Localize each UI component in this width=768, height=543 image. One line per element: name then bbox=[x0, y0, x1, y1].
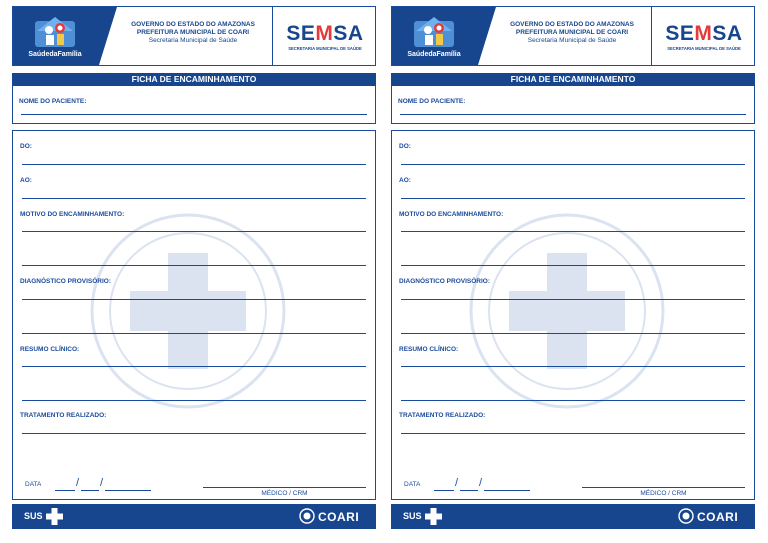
family-health-logo-text: SaúdedaFamília bbox=[407, 51, 461, 58]
form-title: FICHA DE ENCAMINHAMENTO bbox=[391, 73, 755, 86]
hospital-cross-watermark-icon bbox=[88, 211, 288, 411]
gov-secretariat: Secretaria Municipal de Saúde bbox=[148, 37, 238, 44]
from-label: DO: bbox=[399, 143, 411, 150]
clinical-summary-line-2[interactable] bbox=[22, 400, 366, 401]
from-line[interactable] bbox=[401, 164, 745, 165]
clinical-summary-line-1[interactable] bbox=[22, 366, 366, 367]
patient-name-label: NOME DO PACIENTE: bbox=[398, 98, 466, 105]
reason-label: MOTIVO DO ENCAMINHAMENTO: bbox=[20, 211, 125, 218]
date-separator: / bbox=[455, 477, 459, 489]
semsa-logo-pre: SE bbox=[286, 22, 316, 45]
form-footer bbox=[391, 504, 755, 529]
reason-line-1[interactable] bbox=[22, 231, 366, 232]
sus-logo-text: SUS bbox=[24, 511, 43, 521]
date-label: DATA bbox=[404, 481, 421, 488]
date-year-line[interactable] bbox=[105, 490, 151, 491]
clinical-summary-label: RESUMO CLÍNICO: bbox=[399, 346, 459, 353]
date-year-line[interactable] bbox=[484, 490, 530, 491]
referral-form-1 bbox=[12, 6, 376, 529]
diagnosis-line-2[interactable] bbox=[22, 333, 366, 334]
header-divider bbox=[651, 7, 652, 65]
to-label: AO: bbox=[399, 177, 411, 184]
header-divider bbox=[272, 7, 273, 65]
coari-seal-icon bbox=[299, 508, 315, 524]
semsa-logo-m: M bbox=[315, 22, 334, 45]
government-block bbox=[492, 21, 652, 45]
date-month-line[interactable] bbox=[81, 490, 99, 491]
diagnosis-line-1[interactable] bbox=[401, 299, 745, 300]
family-health-logo-icon bbox=[27, 13, 83, 49]
form-footer bbox=[12, 504, 376, 529]
patient-name-line[interactable] bbox=[400, 114, 746, 115]
coari-seal-icon bbox=[678, 508, 694, 524]
treatment-label: TRATAMENTO REALIZADO: bbox=[20, 412, 107, 419]
sus-cross-icon bbox=[46, 508, 63, 525]
gov-state: GOVERNO DO ESTADO DO AMAZONAS bbox=[131, 21, 255, 28]
date-separator: / bbox=[479, 477, 483, 489]
patient-name-line[interactable] bbox=[21, 114, 367, 115]
date-day-line[interactable] bbox=[55, 490, 75, 491]
date-separator: / bbox=[100, 477, 104, 489]
family-health-logo-icon bbox=[406, 13, 462, 49]
date-day-line[interactable] bbox=[434, 490, 454, 491]
to-label: AO: bbox=[20, 177, 32, 184]
sus-cross-icon bbox=[425, 508, 442, 525]
patient-section bbox=[391, 86, 755, 124]
hospital-cross-watermark-icon bbox=[467, 211, 667, 411]
date-separator: / bbox=[76, 477, 80, 489]
reason-line-1[interactable] bbox=[401, 231, 745, 232]
patient-section bbox=[12, 86, 376, 124]
sus-logo-text: SUS bbox=[403, 511, 422, 521]
to-line[interactable] bbox=[22, 198, 366, 199]
form-header bbox=[391, 6, 755, 66]
date-label: DATA bbox=[25, 481, 42, 488]
diagnosis-label: DIAGNÓSTICO PROVISÓRIO: bbox=[399, 278, 491, 285]
semsa-logo-pre: SE bbox=[665, 22, 695, 45]
reason-line-2[interactable] bbox=[401, 265, 745, 266]
form-body bbox=[391, 130, 755, 500]
referral-form-2 bbox=[391, 6, 755, 529]
coari-logo-text: COARI bbox=[318, 510, 360, 524]
form-body bbox=[12, 130, 376, 500]
semsa-logo-post: SA bbox=[333, 22, 364, 45]
gov-secretariat: Secretaria Municipal de Saúde bbox=[527, 37, 617, 44]
signature-line[interactable] bbox=[582, 487, 745, 488]
form-title: FICHA DE ENCAMINHAMENTO bbox=[12, 73, 376, 86]
signature-label: MÉDICO / CRM bbox=[261, 490, 308, 497]
clinical-summary-line-2[interactable] bbox=[401, 400, 745, 401]
diagnosis-line-1[interactable] bbox=[22, 299, 366, 300]
diagnosis-line-2[interactable] bbox=[401, 333, 745, 334]
diagnosis-label: DIAGNÓSTICO PROVISÓRIO: bbox=[20, 278, 112, 285]
gov-city: PREFEITURA MUNICIPAL DE COARI bbox=[515, 29, 629, 36]
signature-line[interactable] bbox=[203, 487, 366, 488]
family-health-logo-text: SaúdedaFamília bbox=[28, 51, 82, 58]
semsa-subtitle: SECRETARIA MUNICIPAL DE SAÚDE bbox=[667, 46, 741, 51]
from-label: DO: bbox=[20, 143, 32, 150]
semsa-logo bbox=[276, 24, 374, 44]
gov-city: PREFEITURA MUNICIPAL DE COARI bbox=[136, 29, 250, 36]
form-header bbox=[12, 6, 376, 66]
gov-state: GOVERNO DO ESTADO DO AMAZONAS bbox=[510, 21, 634, 28]
treatment-line[interactable] bbox=[22, 433, 366, 434]
clinical-summary-label: RESUMO CLÍNICO: bbox=[20, 346, 80, 353]
clinical-summary-line-1[interactable] bbox=[401, 366, 745, 367]
treatment-label: TRATAMENTO REALIZADO: bbox=[399, 412, 486, 419]
reason-label: MOTIVO DO ENCAMINHAMENTO: bbox=[399, 211, 504, 218]
to-line[interactable] bbox=[401, 198, 745, 199]
patient-name-label: NOME DO PACIENTE: bbox=[19, 98, 87, 105]
coari-logo-text: COARI bbox=[697, 510, 739, 524]
date-month-line[interactable] bbox=[460, 490, 478, 491]
semsa-subtitle: SECRETARIA MUNICIPAL DE SAÚDE bbox=[288, 46, 362, 51]
from-line[interactable] bbox=[22, 164, 366, 165]
semsa-logo-m: M bbox=[694, 22, 713, 45]
semsa-logo bbox=[655, 24, 753, 44]
reason-line-2[interactable] bbox=[22, 265, 366, 266]
government-block bbox=[113, 21, 273, 45]
signature-label: MÉDICO / CRM bbox=[640, 490, 687, 497]
semsa-logo-post: SA bbox=[712, 22, 743, 45]
treatment-line[interactable] bbox=[401, 433, 745, 434]
